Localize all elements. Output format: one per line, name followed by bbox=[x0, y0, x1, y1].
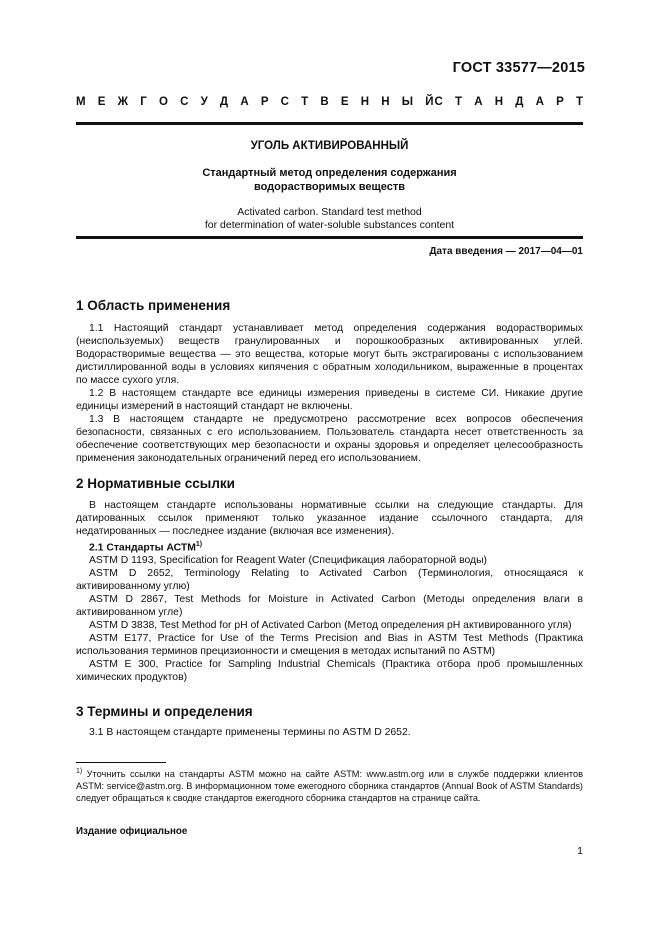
section-1 bbox=[76, 298, 583, 313]
section-2-heading: 2 Нормативные ссылки bbox=[76, 476, 235, 491]
astm-reference-item: ASTM D 1193, Specification for Reagent Water (Спецификация лабораторной воды) bbox=[89, 555, 488, 567]
astm-reference-item: ASTM D 3838, Test Method for pH of Activated Carbon (Метод определения pH активированного угля) bbox=[89, 620, 572, 632]
section-1-para-2: 1.2 В настоящем стандарте все единицы измерения приведены в системе СИ. Никакие другие единицы измерений в настоящий стандарт не включены. bbox=[76, 388, 583, 412]
section-2-body bbox=[76, 499, 583, 684]
footnote-divider bbox=[76, 762, 166, 763]
page-number: 1 bbox=[577, 845, 583, 857]
title-en-line1: Activated carbon. Standard test method bbox=[237, 206, 422, 218]
title-en-line2: for determination of water-soluble substances content bbox=[204, 219, 455, 231]
footnote-text: Уточнить ссылки на стандарты ASTM можно на сайте ASTM: www.astm.org или в службе поддержки клиентов ASTM: service@astm.org. В информационном томе ежегодного сборника стандартов (Annual Book of ASTM Standards) следует обращаться к сводке стандартов ежегодного сборника стандартов на странице сайта. bbox=[76, 769, 583, 804]
gost-number: ГОСТ 33577—2015 bbox=[452, 60, 585, 76]
section-3-para-1: 3.1 В настоящем стандарте применены термины по ASTM D 2652. bbox=[89, 727, 411, 738]
astm-reference-item: ASTM D 2867, Test Methods for Moisture in Activated Carbon (Методы определения влаги в активированном угле) bbox=[76, 594, 583, 619]
section-1-body bbox=[76, 322, 583, 465]
section-1-para-1 bbox=[76, 322, 583, 387]
bottom-divider bbox=[76, 236, 583, 239]
astm-footnote-mark: 1) bbox=[195, 541, 203, 548]
subtitle-ru-line1: Стандартный метод определения содержания bbox=[202, 167, 457, 179]
section-3-heading: 3 Термины и определения bbox=[76, 704, 253, 719]
section-1-para-1-text: 1.1 Настоящий стандарт устанавливает метод определения содержания водорастворимых (неиспользуемых) веществ гранулированных и порошкообразных активированных углей. Водорастворимые вещества — это вещества, которые могут быть экстрагированы с использованием дистиллированной воды в условиях кипячения с обратным холодильником, выраженные в процентах по массе сухого угля. bbox=[76, 323, 583, 386]
top-divider bbox=[76, 122, 583, 125]
section-1-heading: 1 Область применения bbox=[76, 298, 231, 313]
intro-date: Дата введения — 2017—04—01 bbox=[429, 246, 583, 257]
section-1-para-3: 1.3 В настоящем стандарте не предусмотрено рассмотрение всех вопросов обеспечения безопасности, связанных с его использованием. Пользователь стандарта несет ответственность за обеспечение соответствующих мер безопасности и охраны здоровья и определяет целесообразность применения законодательных ограничений перед его использованием. bbox=[76, 414, 583, 464]
section-3-body bbox=[76, 726, 583, 739]
astm-reference-list bbox=[76, 554, 583, 684]
section-2 bbox=[76, 476, 583, 491]
standard-type-line bbox=[76, 96, 583, 108]
subtitle-ru bbox=[76, 166, 583, 194]
astm-reference-item: ASTM D 2652, Terminology Relating to Activated Carbon (Терминология, относящаяся к активированному углю) bbox=[76, 568, 583, 593]
section-3 bbox=[76, 704, 583, 719]
astm-reference-item: ASTM E 300, Practice for Sampling Industrial Chemicals (Практика отбора проб промышленных химических продуктов) bbox=[76, 659, 583, 684]
title-ru: УГОЛЬ АКТИВИРОВАННЫЙ bbox=[250, 140, 409, 152]
astm-reference-item: ASTM E177, Practice for Use of the Terms Precision and Bias in ASTM Test Methods (Практика использования терминов прецизионности и смещения в методах испытаний по ASTM) bbox=[76, 633, 583, 658]
footnote-mark: 1) bbox=[76, 768, 83, 775]
standard-type-right: С Т А Н Д А Р Т bbox=[434, 96, 583, 108]
section-2-para-1: В настоящем стандарте использованы нормативные ссылки на следующие стандарты. Для датированных ссылок применяют только указанное издание ссылочного стандарта, для недатированных — последнее издание (включая все изменения). bbox=[76, 500, 583, 537]
standard-type-left: М Е Ж Г О С У Д А Р С Т В Е Н Н Ы Й bbox=[76, 96, 434, 108]
astm-subheading-text: 2.1 Стандарты АСТМ bbox=[89, 542, 196, 554]
edition-label: Издание официальное bbox=[76, 826, 188, 837]
subtitle-ru-line2: водорастворимых веществ bbox=[253, 181, 405, 193]
title-en bbox=[76, 206, 583, 232]
footnote bbox=[76, 766, 583, 804]
astm-subheading bbox=[76, 538, 583, 554]
